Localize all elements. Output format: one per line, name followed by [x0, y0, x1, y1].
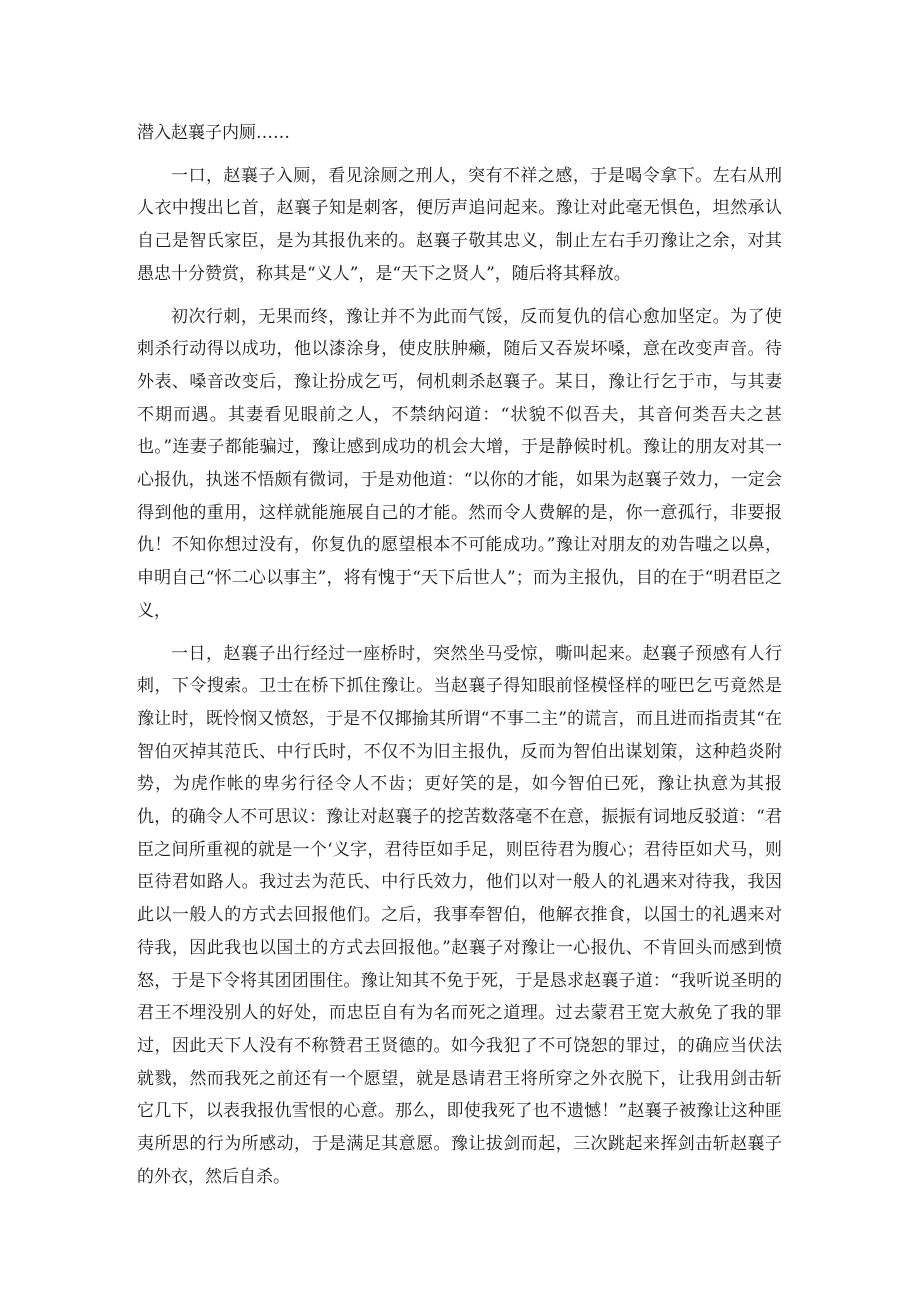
- article-body: [137, 117, 782, 1204]
- paragraph-4: 一日，赵襄子出行经过一座桥时，突然坐马受惊，嘶叫起来。赵襄子预感有人行刺，下令搜索。卫士在桥下抓住豫让。当赵襄子得知眼前怪模怪样的哑巴乞丐竟然是豫让时，既怜悯又愤怒，于是不仅揶揄其所谓“不事二主”的谎言，而且进而指责其“在智伯灭掉其范氏、中行氏时，不仅不为旧主报仇，反而为智伯出谋划策，这种趋炎附势，为虎作帐的卑劣行径令人不齿；更好笑的是，如今智伯已死，豫让执意为其报仇，的确令人不可思议：豫让对赵襄子的挖苦数落毫不在意，振振有词地反驳道：“君臣之间所重视的就是一个‘义字，君待臣如手足，则臣待君为腹心；君待臣如犬马，则臣待君如路人。我过去为范氏、中行氏效力，他们以对一般人的礼遇来对待我，我因此以一般人的方式去回报他们。之后，我事奉智伯，他解衣推食，以国士的礼遇来对待我，因此我也以国土的方式去回报他。”赵襄子对豫让一心报仇、不肯回头而感到愤怒，于是下令将其团团围住。豫让知其不免于死，于是恳求赵襄子道：“我听说圣明的君王不埋没别人的好处，而忠臣自有为名而死之道理。过去蒙君王宽大赦免了我的罪过，因此天下人没有不称赞君王贤德的。如今我犯了不可饶恕的罪过，的确应当伏法就戮，然而我死之前还有一个愿望，就是恳请君王将所穿之外衣脱下，让我用剑击斩它几下，以表我报仇雪恨的心意。那么，即使我死了也不遗憾！”赵襄子被豫让这种匪夷所思的行为所感动，于是满足其意愿。豫让拔剑而起，三次跳起来挥剑击斩赵襄子的外衣，然后自杀。: [137, 643, 782, 1187]
- paragraph-1: 潜入赵襄子内厕……: [137, 123, 290, 143]
- paragraph-2: 一口，赵襄子入厕，看见涂厕之刑人，突有不祥之感，于是喝令拿下。左右从刑人衣中搜出匕首，赵襄子知是刺客，便厉声追问起来。豫让对此毫无惧色，坦然承认自己是智氏家臣，是为其报仇来的。赵襄子敬其忠义，制止左右手刃豫让之余，对其愚忠十分赞赏，称其是“义人”，是“天下之贤人”，随后将其释放。: [137, 165, 782, 284]
- paragraph-3: 初次行刺，无果而终，豫让并不为此而气馁，反而复仇的信心愈加坚定。为了使刺杀行动得以成功，他以漆涂身，使皮肤肿癞，随后又吞炭坏嗓，意在改变声音。待外表、嗓音改变后，豫让扮成乞丐，伺机刺杀赵襄子。某日，豫让行乞于市，与其妻不期而遇。其妻看见眼前之人，不禁纳闷道：“状貌不似吾夫，其音何类吾夫之甚也。”连妻子都能骗过，豫让感到成功的机会大增，于是静候时机。豫让的朋友对其一心报仇，执迷不悟颇有微词，于是劝他道：“以你的才能，如果为赵襄子效力，一定会得到他的重用，这样就能施展自己的才能。然而令人费解的是，你一意孤行，非要报仇！不知你想过没有，你复仇的愿望根本不可能成功。”豫让对朋友的劝告嗤之以鼻，申明自己“怀二心以事主”，将有愧于“天下后世人”；而为主报仇，目的在于“明君臣之义，: [137, 306, 782, 621]
